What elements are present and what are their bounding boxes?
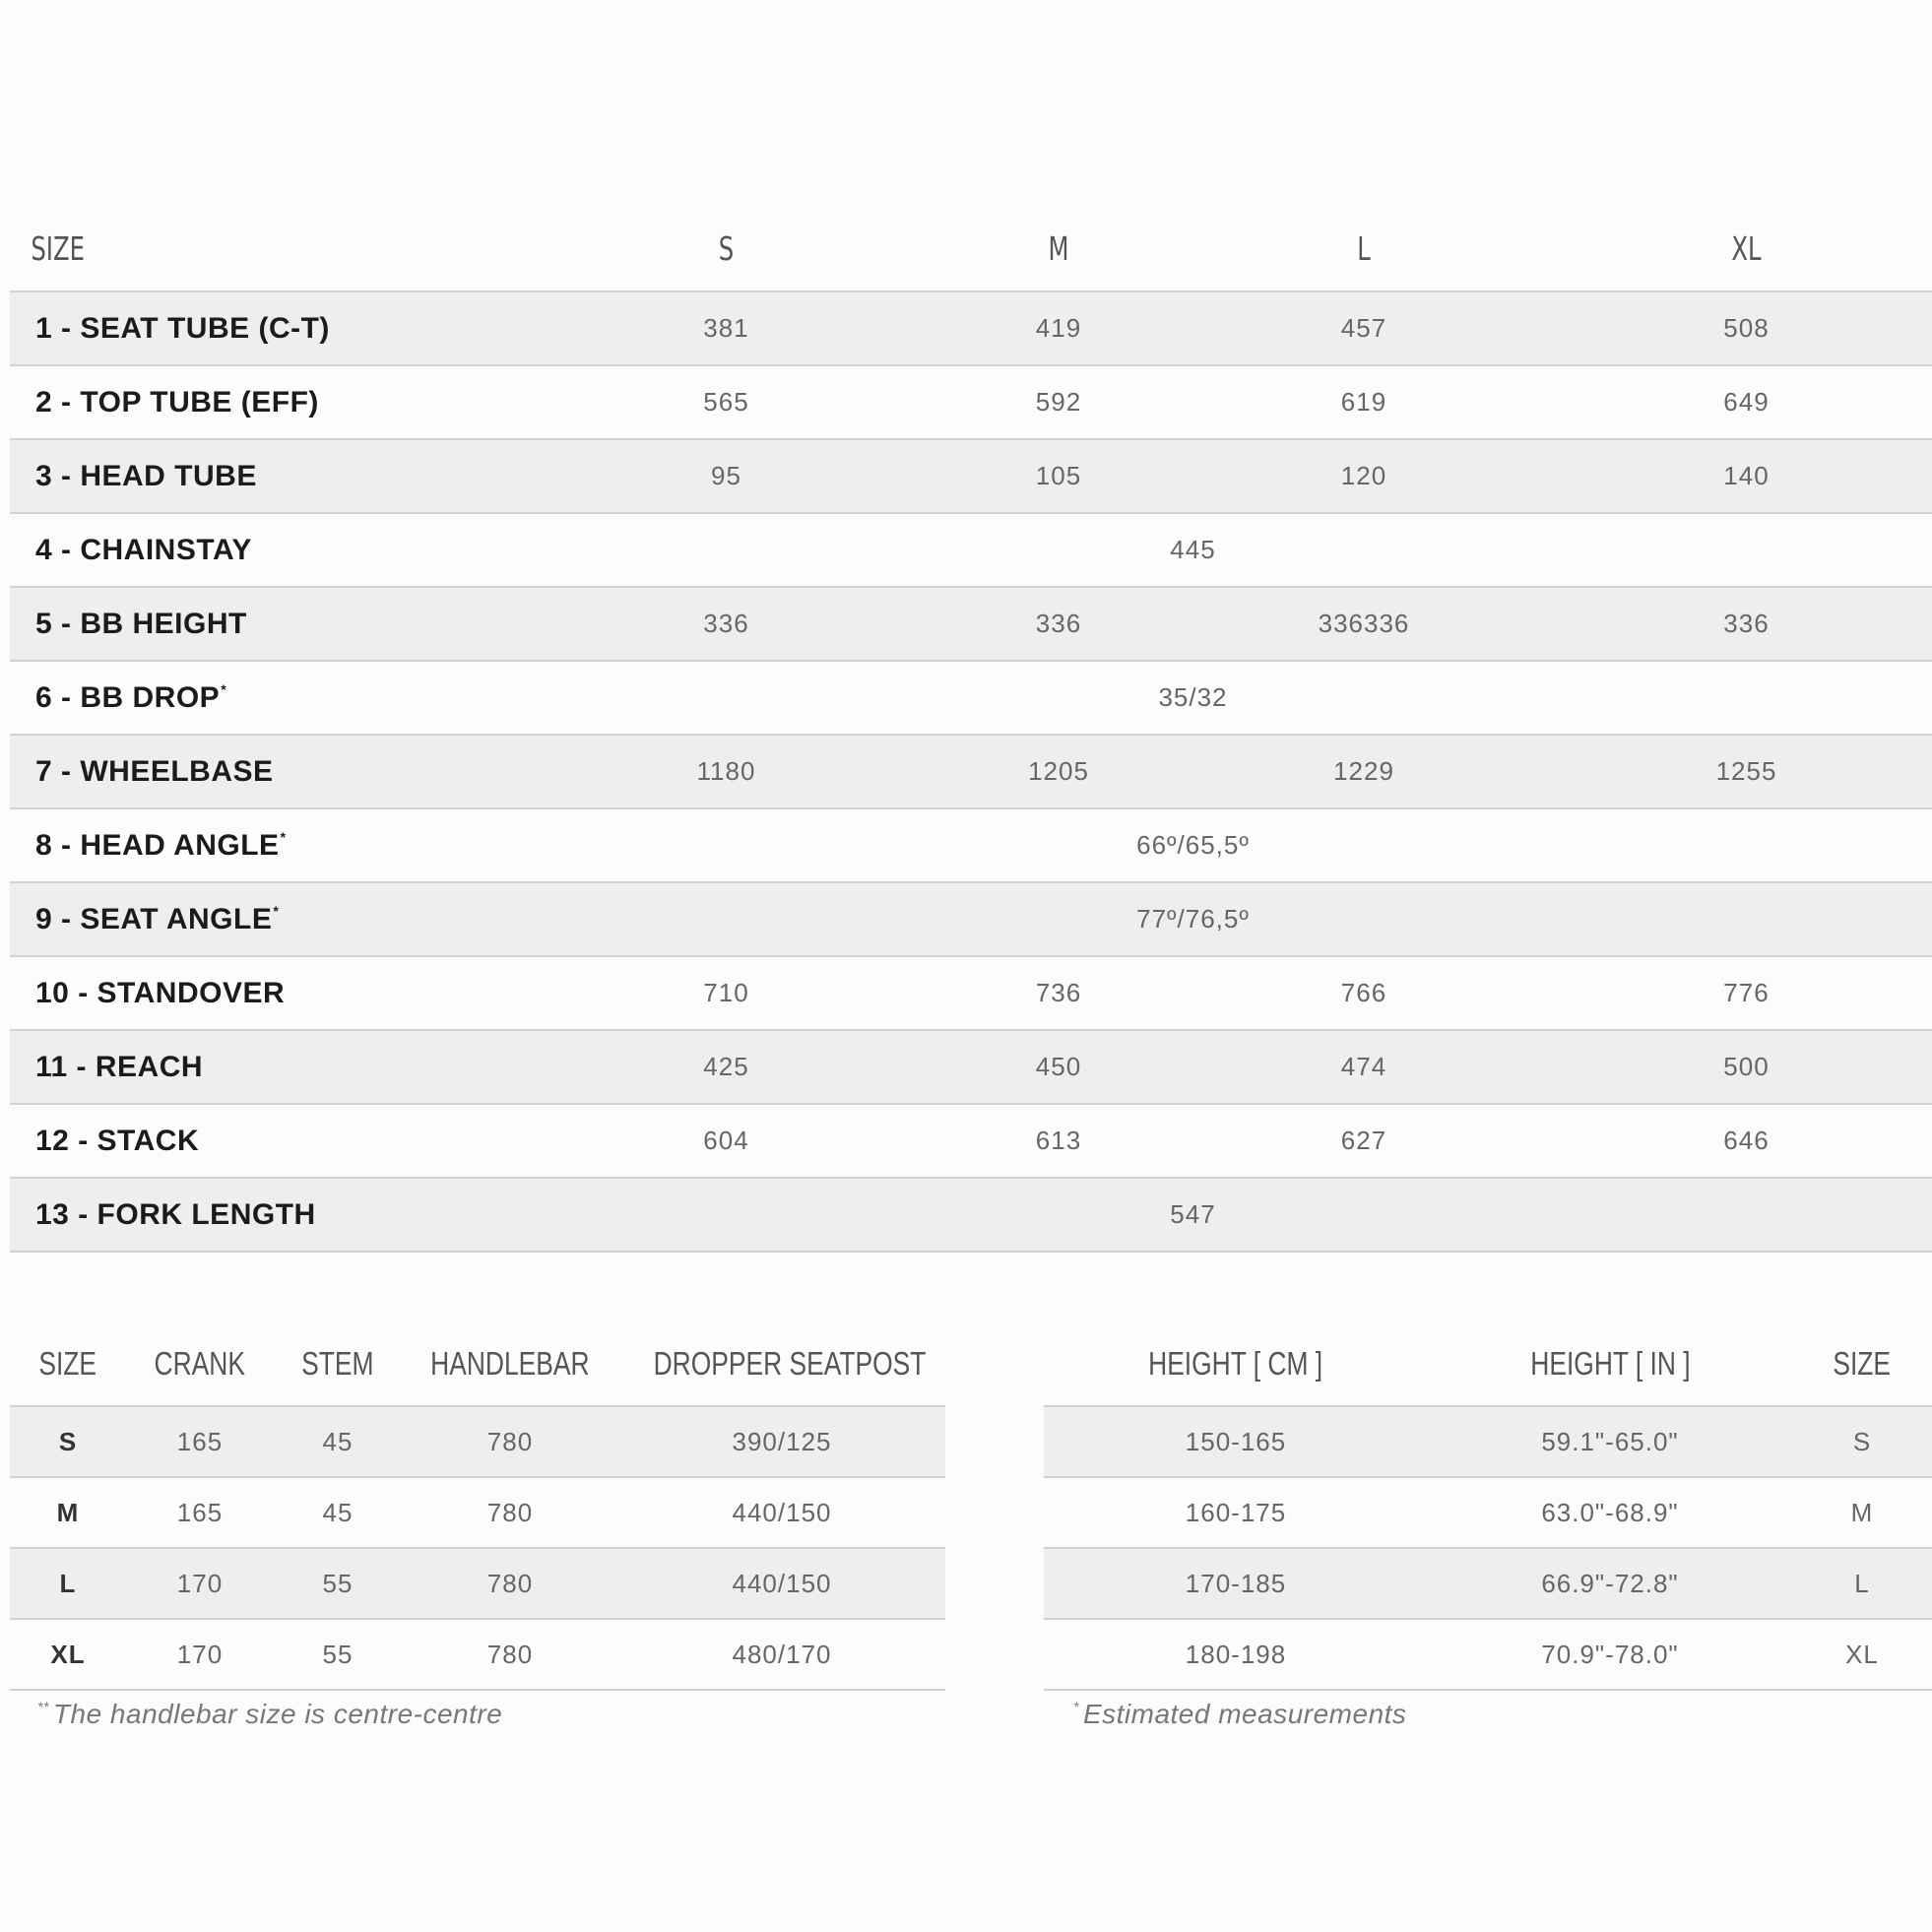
value-l: 457 — [1167, 291, 1561, 365]
components-table — [10, 1322, 945, 1691]
handlebar-cell: 780 — [402, 1619, 618, 1690]
geometry-table — [10, 207, 1932, 1253]
geometry-header-m: M — [970, 207, 1147, 291]
height-cm-cell: 170-185 — [1044, 1548, 1428, 1619]
geometry-header-xl: XL — [1594, 207, 1899, 291]
rider-row-l — [1044, 1548, 1932, 1619]
value-s: 710 — [502, 956, 950, 1030]
row-label: 8 - HEAD ANGLE — [35, 828, 280, 862]
geometry-row-seat-tube — [10, 291, 1932, 365]
value-xl: 140 — [1561, 439, 1932, 513]
handlebar-footnote — [37, 1699, 502, 1730]
value-m: 1205 — [950, 735, 1167, 808]
row-label: 5 - BB HEIGHT — [10, 587, 502, 661]
geometry-row-top-tube — [10, 365, 1932, 439]
components-row-l — [10, 1548, 945, 1619]
rider-header-row — [1044, 1322, 1932, 1406]
geometry-row-chainstay — [10, 513, 1932, 587]
dropper-cell: 480/170 — [618, 1619, 945, 1690]
geometry-row-wheelbase — [10, 735, 1932, 808]
value-all-sizes: 445 — [502, 513, 1932, 587]
value-s: 381 — [502, 291, 950, 365]
header-text: HEIGHT [ IN ] — [1529, 1345, 1691, 1382]
size-cell: S — [1792, 1406, 1932, 1477]
row-label: 1 - SEAT TUBE (C-T) — [10, 291, 502, 365]
rider-row-s — [1044, 1406, 1932, 1477]
geometry-row-head-angle — [10, 808, 1932, 882]
row-label-wrap — [10, 661, 502, 735]
crank-cell: 165 — [126, 1477, 274, 1548]
value-m: 419 — [950, 291, 1167, 365]
header-text: SIZE — [1833, 1345, 1892, 1382]
size-cell: M — [1792, 1477, 1932, 1548]
row-label-wrap — [10, 882, 502, 956]
size-cell: L — [1792, 1548, 1932, 1619]
components-row-s — [10, 1406, 945, 1477]
value-xl: 776 — [1561, 956, 1932, 1030]
value-l: 1229 — [1167, 735, 1561, 808]
components-header-crank — [126, 1322, 274, 1406]
row-label: 3 - HEAD TUBE — [10, 439, 502, 513]
height-cm-cell: 180-198 — [1044, 1619, 1428, 1690]
handlebar-cell: 780 — [402, 1477, 618, 1548]
value-m: 105 — [950, 439, 1167, 513]
geometry-row-standover — [10, 956, 1932, 1030]
components-header-row — [10, 1322, 945, 1406]
value-s: 604 — [502, 1104, 950, 1178]
header-text: STEM — [301, 1345, 374, 1382]
height-cm-cell: 160-175 — [1044, 1477, 1428, 1548]
size-cell: S — [10, 1406, 126, 1477]
row-label: 11 - REACH — [10, 1030, 502, 1104]
value-xl: 336 — [1561, 587, 1932, 661]
geometry-row-head-tube — [10, 439, 1932, 513]
height-in-cell: 59.1"-65.0" — [1428, 1406, 1792, 1477]
header-text: HANDLEBAR — [430, 1345, 590, 1382]
geometry-row-reach — [10, 1030, 1932, 1104]
geometry-header-size: SIZE — [10, 207, 414, 291]
handlebar-cell: 780 — [402, 1548, 618, 1619]
row-label: 4 - CHAINSTAY — [10, 513, 502, 587]
value-s: 565 — [502, 365, 950, 439]
crank-cell: 170 — [126, 1619, 274, 1690]
header-text: SIZE — [38, 1345, 97, 1382]
value-l: 120 — [1167, 439, 1561, 513]
value-all-sizes: 547 — [502, 1178, 1932, 1252]
value-xl: 646 — [1561, 1104, 1932, 1178]
value-xl: 500 — [1561, 1030, 1932, 1104]
geometry-row-seat-angle — [10, 882, 1932, 956]
geometry-header-l: L — [1202, 207, 1525, 291]
row-label: 9 - SEAT ANGLE — [35, 902, 273, 935]
height-in-cell: 70.9"-78.0" — [1428, 1619, 1792, 1690]
components-row-xl — [10, 1619, 945, 1690]
value-m: 613 — [950, 1104, 1167, 1178]
rider-row-m — [1044, 1477, 1932, 1548]
height-cm-cell: 150-165 — [1044, 1406, 1428, 1477]
size-cell: XL — [10, 1619, 126, 1690]
value-s: 95 — [502, 439, 950, 513]
crank-cell: 165 — [126, 1406, 274, 1477]
value-all-sizes: 66º/65,5º — [502, 808, 1932, 882]
stem-cell: 45 — [274, 1406, 402, 1477]
handlebar-cell: 780 — [402, 1406, 618, 1477]
value-all-sizes: 77º/76,5º — [502, 882, 1932, 956]
footnote-mark: * — [1073, 1699, 1079, 1714]
geometry-row-fork-length — [10, 1178, 1932, 1252]
value-l: 474 — [1167, 1030, 1561, 1104]
value-l: 619 — [1167, 365, 1561, 439]
row-label: 10 - STANDOVER — [10, 956, 502, 1030]
geometry-row-stack — [10, 1104, 1932, 1178]
estimated-mark: * — [273, 902, 280, 919]
height-in-cell: 63.0"-68.9" — [1428, 1477, 1792, 1548]
stem-cell: 45 — [274, 1477, 402, 1548]
dropper-cell: 390/125 — [618, 1406, 945, 1477]
row-label-wrap — [10, 808, 502, 882]
components-header-handlebar — [402, 1322, 618, 1406]
header-text: HEIGHT [ CM ] — [1148, 1345, 1323, 1382]
geometry-header-row — [10, 207, 1932, 291]
rider-row-xl — [1044, 1619, 1932, 1690]
value-xl: 508 — [1561, 291, 1932, 365]
estimated-mark: * — [221, 680, 227, 697]
value-l: 627 — [1167, 1104, 1561, 1178]
stem-cell: 55 — [274, 1548, 402, 1619]
row-label: 6 - BB DROP — [35, 680, 221, 714]
header-text: DROPPER SEATPOST — [653, 1345, 927, 1382]
crank-cell: 170 — [126, 1548, 274, 1619]
components-row-m — [10, 1477, 945, 1548]
geometry-header-s: S — [543, 207, 910, 291]
value-xl: 1255 — [1561, 735, 1932, 808]
dropper-cell: 440/150 — [618, 1548, 945, 1619]
geometry-row-bb-drop — [10, 661, 1932, 735]
stem-cell: 55 — [274, 1619, 402, 1690]
size-cell: L — [10, 1548, 126, 1619]
components-header-stem — [274, 1322, 402, 1406]
value-l: 336336 — [1167, 587, 1561, 661]
value-s: 425 — [502, 1030, 950, 1104]
components-header-dropper — [618, 1322, 945, 1406]
header-text: CRANK — [154, 1345, 246, 1382]
value-m: 592 — [950, 365, 1167, 439]
footnote-text: Estimated measurements — [1082, 1699, 1407, 1729]
row-label: 2 - TOP TUBE (EFF) — [10, 365, 502, 439]
rider-header-size — [1792, 1322, 1932, 1406]
value-xl: 649 — [1561, 365, 1932, 439]
row-label: 13 - FORK LENGTH — [10, 1178, 502, 1252]
dropper-cell: 440/150 — [618, 1477, 945, 1548]
value-m: 450 — [950, 1030, 1167, 1104]
estimated-mark: * — [280, 828, 287, 845]
footnote-mark: ** — [37, 1699, 49, 1714]
value-m: 336 — [950, 587, 1167, 661]
components-header-size — [10, 1322, 126, 1406]
value-all-sizes: 35/32 — [502, 661, 1932, 735]
size-cell: XL — [1792, 1619, 1932, 1690]
size-cell: M — [10, 1477, 126, 1548]
geometry-row-bb-height — [10, 587, 1932, 661]
value-l: 766 — [1167, 956, 1561, 1030]
rider-header-height-in — [1428, 1322, 1792, 1406]
estimated-footnote — [1073, 1699, 1406, 1730]
rider-header-height-cm — [1044, 1322, 1428, 1406]
height-in-cell: 66.9"-72.8" — [1428, 1548, 1792, 1619]
value-m: 736 — [950, 956, 1167, 1030]
rider-height-table — [1044, 1322, 1932, 1691]
value-s: 1180 — [502, 735, 950, 808]
value-s: 336 — [502, 587, 950, 661]
row-label: 7 - WHEELBASE — [10, 735, 502, 808]
footnote-text: The handlebar size is centre-centre — [52, 1699, 503, 1729]
row-label: 12 - STACK — [10, 1104, 502, 1178]
